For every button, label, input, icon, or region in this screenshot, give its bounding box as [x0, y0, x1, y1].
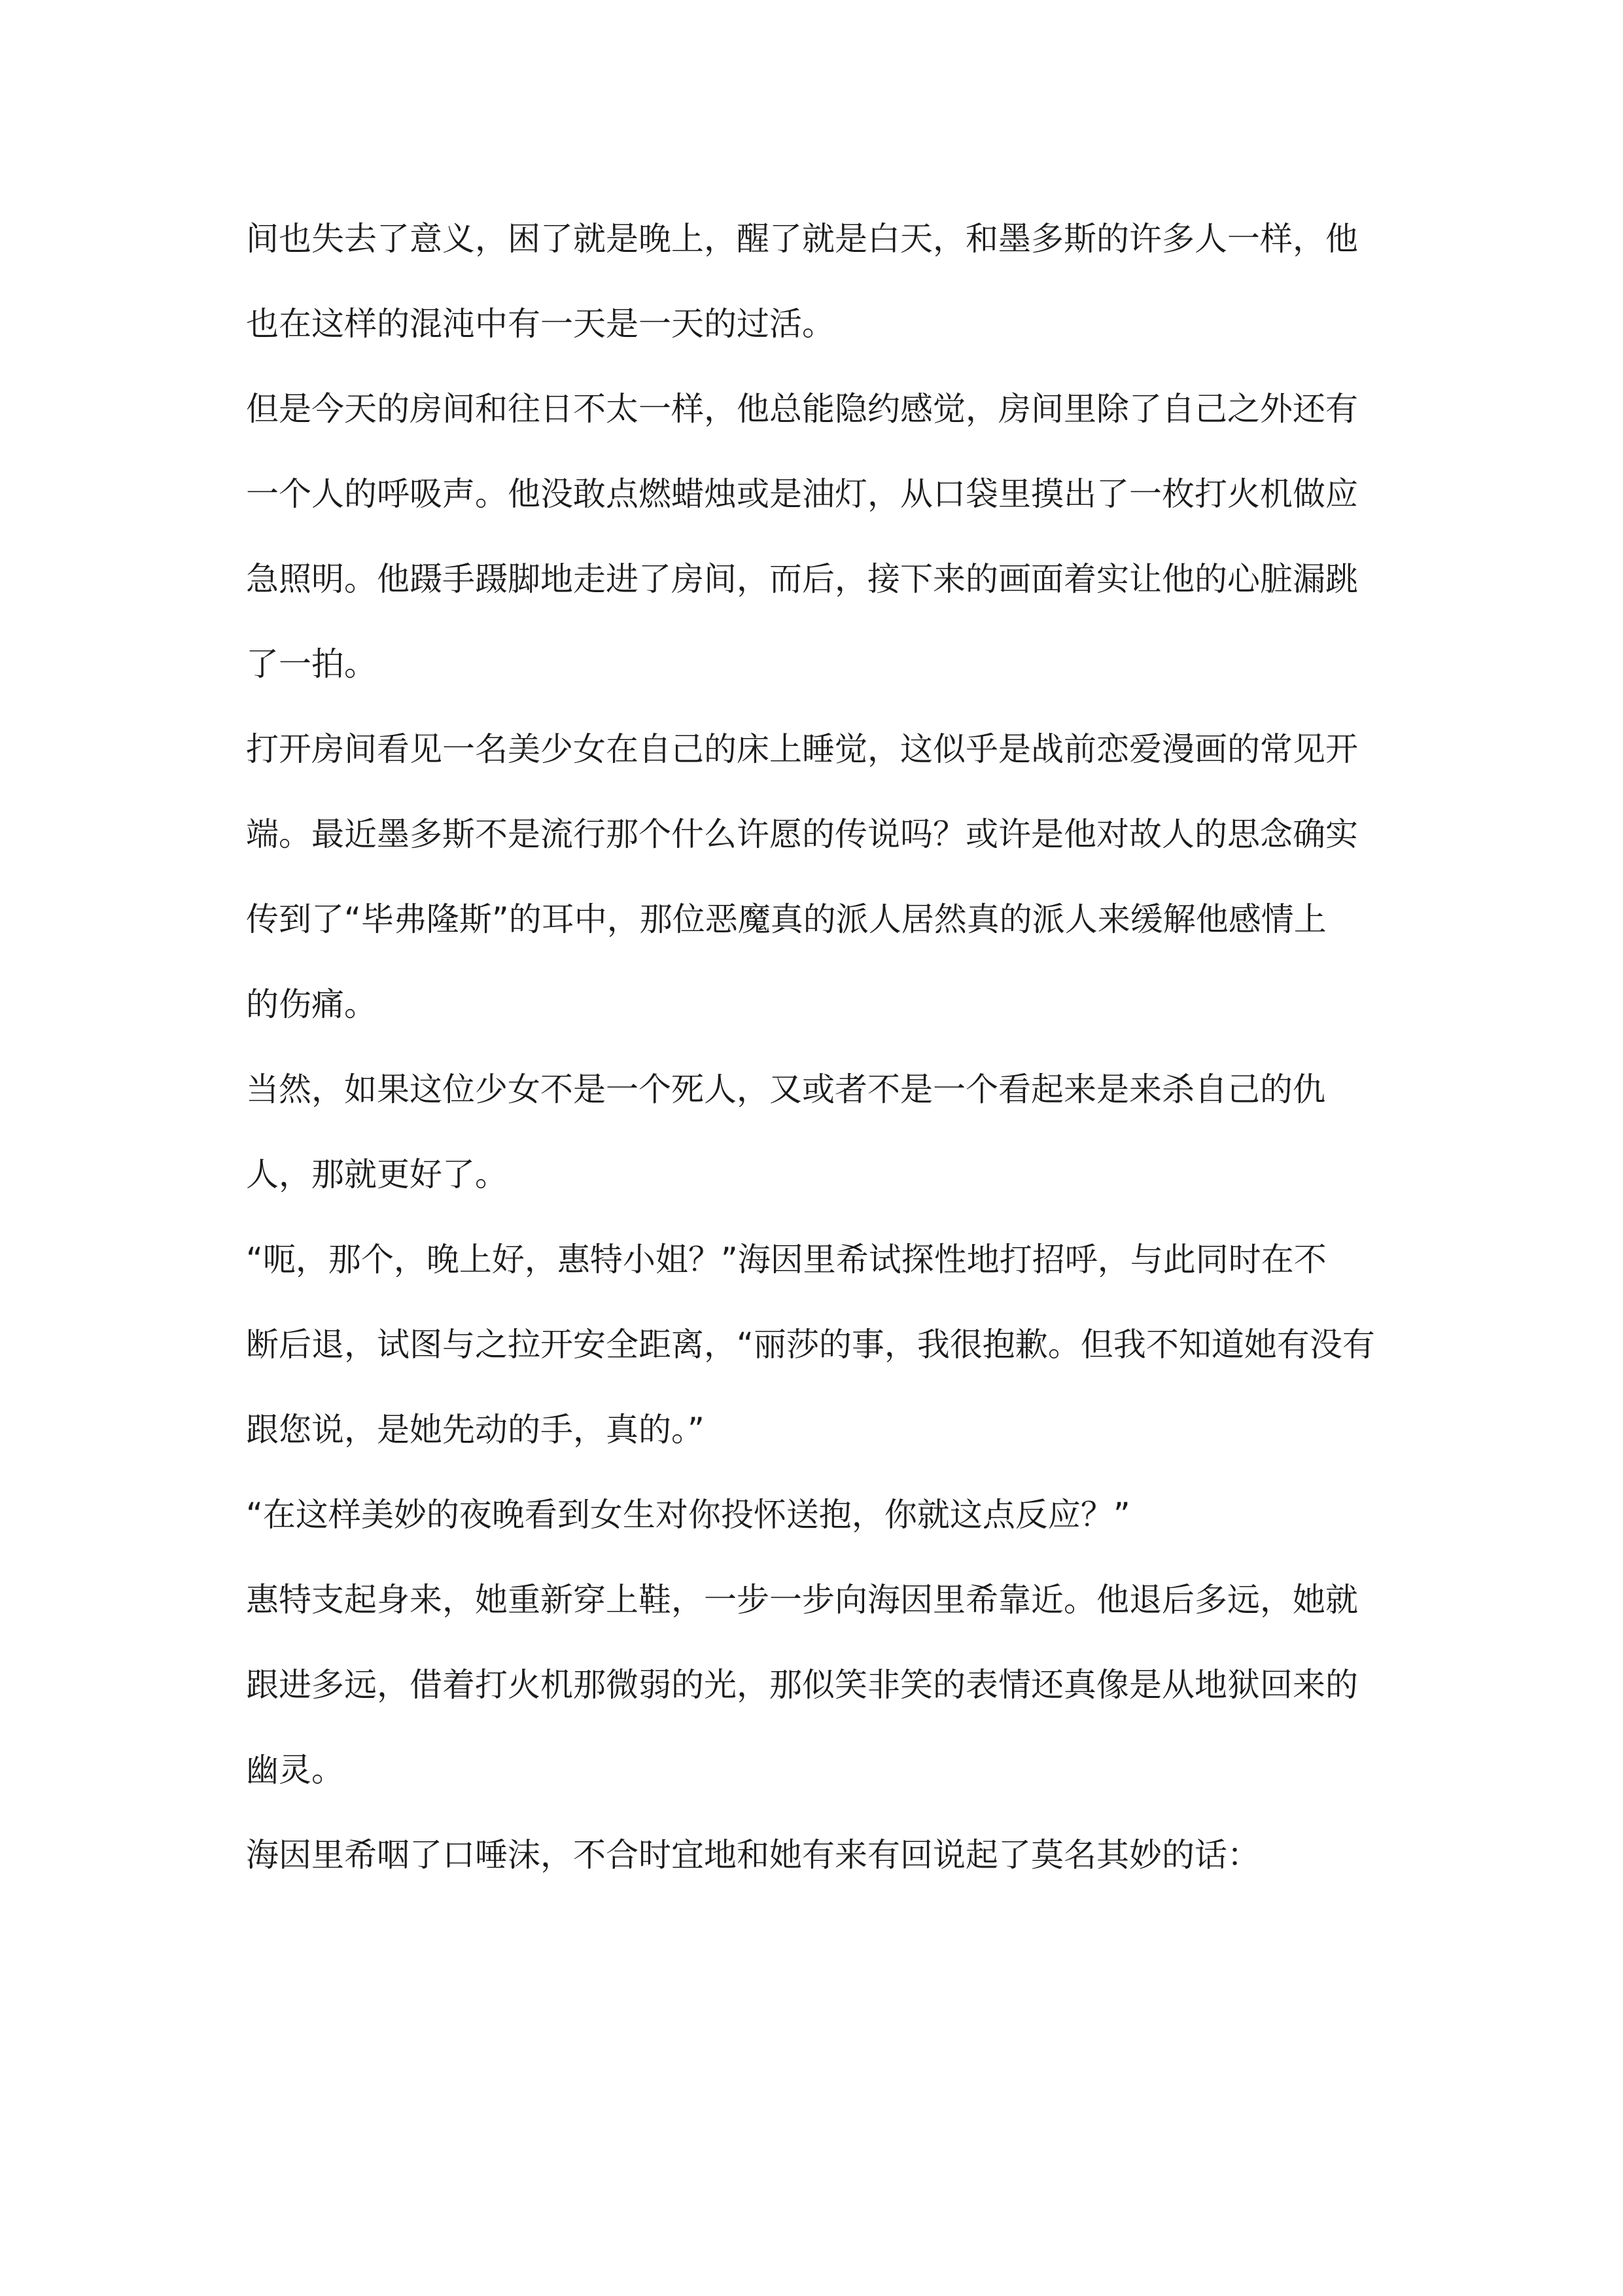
paragraph	[246, 1557, 1410, 1812]
text-line: 了一拍。	[246, 645, 377, 683]
text-line: 间也失去了意义，困了就是晚上，醒了就是白天，和墨多斯的许多人一样，他	[246, 220, 1358, 258]
paragraph	[246, 196, 1410, 366]
text-line: 断后退，试图与之拉开安全距离，“丽莎的事，我很抱歉。但我不知道她有没有	[246, 1326, 1375, 1364]
text-line: 惠特支起身来，她重新穿上鞋，一步一步向海因里希靠近。他退后多远，她就	[246, 1581, 1358, 1619]
paragraph	[246, 1812, 1410, 1898]
text-line: 传到了“毕弗隆斯”的耳中，那位恶魔真的派人居然真的派人来缓解他感情上	[246, 900, 1327, 938]
text-line: 跟进多远，借着打火机那微弱的光，那似笑非笑的表情还真像是从地狱回来的	[246, 1666, 1358, 1704]
text-line: “呃，那个，晚上好，惠特小姐？”海因里希试探性地打招呼，与此同时在不	[246, 1241, 1327, 1279]
text-line: 端。最近墨多斯不是流行那个什么许愿的传说吗？或许是他对故人的思念确实	[246, 815, 1358, 853]
text-line: 的伤痛。	[246, 985, 377, 1023]
paragraph	[246, 366, 1410, 707]
text-line: 也在这样的混沌中有一天是一天的过活。	[246, 305, 835, 343]
text-line: 一个人的呼吸声。他没敢点燃蜡烛或是油灯，从口袋里摸出了一枚打火机做应	[246, 475, 1358, 513]
paragraph	[246, 707, 1410, 1047]
text-line: “在这样美妙的夜晚看到女生对你投怀送抱，你就这点反应？”	[246, 1496, 1130, 1534]
paragraph	[246, 1047, 1410, 1217]
text-line: 打开房间看见一名美少女在自己的床上睡觉，这似乎是战前恋爱漫画的常见开	[246, 730, 1358, 768]
paragraph	[246, 1217, 1410, 1472]
paragraph	[246, 1472, 1410, 1557]
text-line: 跟您说，是她先动的手，真的。”	[246, 1411, 705, 1449]
text-line: 急照明。他蹑手蹑脚地走进了房间，而后，接下来的画面着实让他的心脏漏跳	[246, 560, 1358, 598]
text-line: 海因里希咽了口唾沫，不合时宜地和她有来有回说起了莫名其妙的话：	[246, 1836, 1260, 1874]
text-line: 但是今天的房间和往日不太一样，他总能隐约感觉，房间里除了自己之外还有	[246, 390, 1358, 428]
text-line: 幽灵。	[246, 1751, 344, 1789]
text-line: 人，那就更好了。	[246, 1156, 508, 1193]
body-text	[246, 196, 1410, 1898]
text-line: 当然，如果这位少女不是一个死人，又或者不是一个看起来是来杀自己的仇	[246, 1070, 1325, 1108]
